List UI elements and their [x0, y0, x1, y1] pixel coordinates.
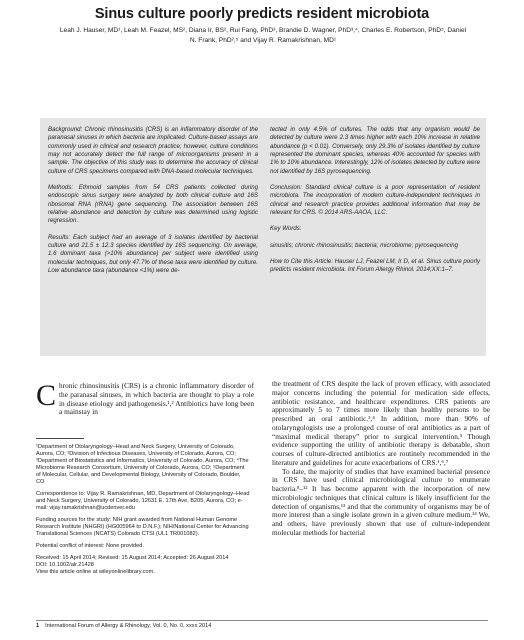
abstract-methods: Methods: Ethmoid samples from 54 CRS patients collected during endoscopic sinus surgery were analyzed by both clinical culture and 16S ribosomal RNA (rRNA) gene sequencing. The association between 16S relative abundance and detection by culture was determined using logistic regression.: [48, 184, 258, 225]
body-right-column: [272, 380, 490, 538]
abstract-right-column: [270, 126, 480, 283]
body-left-column: [36, 379, 254, 417]
conflict-of-interest: Potential conflict of interest: None provided.: [36, 543, 144, 549]
body-paragraph-1: the treatment of CRS despite the lack of proven efficacy, with associated major concerns including the potential for medication side effects, antibiotic resistance, and healthcare expenditures. CRS patients are approximately 5 to 7 times more likely than healthy persons to be prescribed an oral antibiotic.³,⁴ In addition, more than 90% of otolaryngologists use a prolonged course of oral antibiotics as a part of “maximal medical therapy” prior to surgical intervention.⁵ Though evidence supporting the utility of antibiotic therapy is debatable, short courses of culture-directed antibiotics are routinely recommended in the literature and guidelines for acute exacerbations of CRS.¹,⁶,⁷: [272, 379, 490, 467]
abstract-left-column: [48, 126, 258, 284]
funding: Funding sources for the study: NIH grant awarded from National Human Genome Research Institute (NHGRI) (HG005964 to D.N.F.); NIH/National Center for Advancing Translational Sciences (NCATS) Colorado CTSI (UL1 TR001082).: [36, 517, 249, 537]
footer-rule: [36, 620, 488, 621]
abstract-results: Results: Each subject had an average of 3 isolates identified by bacterial culture and 21.5 ± 12.3 species identified by 16S sequencing. On average, 1.6 dominant taxa (>10% abundance) per subject were identified using molecular techniques, but only 47.7% of these taxa were identified by culture. Low abundance taxa (abundance <1%) were de-: [48, 233, 258, 275]
affiliations: ¹Department of Otolaryngology–Head and Neck Surgery, University of Colorado, Aurora, CO; ²Division of Infectious Diseases, University of Colorado, Aurora, CO; ³Department of Biostatistics and Informatics, University of Colorado, Aurora, CO; ⁴The Microbiome Research Consortium, University of Colorado, Aurora, CO; ⁵Department of Molecular, Cellular, and Developmental Biology, University of Colorado, Boulder, CO: [36, 444, 249, 485]
received-dates: Received: 15 April 2014; Revised: 15 August 2014; Accepted: 26 August 2014: [36, 555, 229, 561]
intro-paragraph: Chronic rhinosinusitis (CRS) is a chronic inflammatory disorder of the paranasal sinuses, in which bacteria are thought to play a role in disease etiology and pathogenesis.¹,² Antibiotics have long been a mainstay in: [36, 379, 254, 417]
how-to-cite: How to Cite this Article: Hauser LJ, Feazel LM, Ir D, et al. Sinus culture poorly predicts resident microbiota. Int Forum Allergy Rhinol. 2014;XX:1–7.: [270, 258, 481, 274]
online-link: View this article online at wileyonlinelibrary.com.: [36, 569, 155, 575]
author-list: Leah J. Hauser, MD¹, Leah M. Feazel, MS², Diana Ir, BS², Rui Fang, PhD³, Brandie D. Wagner, PhD³,⁴, Charles E. Robertson, PhD⁵, Daniel N. Frank, PhD²,⁵ and Vijay R. Ramakrishnan, MD¹: [59, 27, 467, 44]
doi: DOI: 10.1002/alr.21428: [36, 562, 94, 568]
drop-cap: C: [36, 379, 57, 412]
journal-info: International Forum of Allergy & Rhinology, Vol. 0, No. 0, xxxx 2014: [45, 623, 212, 629]
key-words: sinusitis; chronic rhinosinusitis; bacteria; microbiome; pyrosequencing: [270, 241, 458, 249]
correspondence: Correspondence to: Vijay R. Ramakrishnan, MD, Department of Otolaryngology–Head and Neck Surgery, University of Colorado, 12631 E. 17th Ave, B205, Aurora, CO; e-mail: vijay.ramakrishnan@ucdenver.edu: [36, 491, 250, 511]
footnote-rule: [36, 438, 84, 439]
footnotes: [36, 444, 250, 576]
key-words-heading: Key Words:: [270, 225, 302, 233]
body-paragraph-2: To date, the majority of studies that have examined bacterial presence in CRS have used clinical microbiological culture to enumerate bacteria.⁸–¹² It has become apparent with the incorporation of new microbiologic techniques that clinical culture is likely insufficient for the detection of organisms,¹³ and that the community of organisms may be of more interest than a single isolate grown in a given culture medium.¹⁴ We, and others, have previously shown that use of culture-independent molecular methods for bacterial: [272, 466, 490, 537]
abstract-results-cont: tected in only 4.5% of cultures. The odds that any organism would be detected by culture were 2.3 times higher with each 10% increase in relative abundance (p < 0.01). Conversely, only 29.3% of isolates identified by culture represented the dominant species, whereas 40% accounted for species with 1% to 10% abundance. Interestingly, 12% of isolates detected by culture were not identified by 16S pyrosequencing.: [270, 126, 480, 175]
article-title: Sinus culture poorly predicts resident microbiota: [94, 6, 430, 22]
abstract-box: [40, 118, 486, 356]
page-number: 1: [36, 623, 40, 629]
page-footer: [36, 623, 488, 630]
abstract-conclusion: Conclusion: Standard clinical culture is a poor representation of resident microbiota. The incorporation of modern culture-independent techniques in clinical and research practice provides additional information that may be relevant for CRS. © 2014 ARS-AAOA, LLC.: [270, 184, 480, 217]
abstract-background: Background: Chronic rhinosinusitis (CRS) is an inflammatory disorder of the paranasal sinuses in which bacteria are implicated. Culture-based assays are commonly used in clinical and research practice; however, culture conditions may not accurately detect the full range of microorganisms present in a sample. The objective of this study was to determine the accuracy of clinical culture of CRS specimens compared with DNA-based molecular techniques.: [48, 126, 258, 175]
